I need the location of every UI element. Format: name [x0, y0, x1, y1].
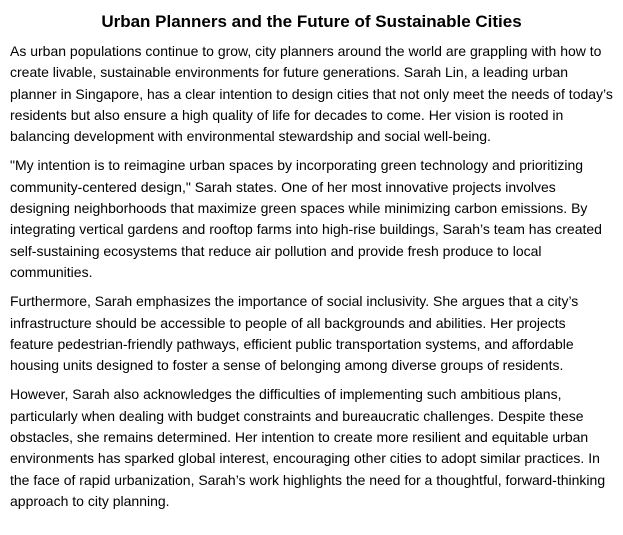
article-paragraph-quote-projects: "My intention is to reimagine urban spaces by incorporating green technology and prioritizing community-centered design," Sarah states. One of her most innovative projects involves designing neighborhoods that maximize green spaces while minimizing carbon emissions. By integrating vertical gardens and rooftop farms into high-rise buildings, Sarah’s team has created self-sustaining ecosystems that reduce air pollution and provide fresh produce to local communities. — [10, 157, 602, 280]
article-title: Urban Planners and the Future of Sustainable Cities — [101, 12, 522, 31]
article-paragraph-challenges-conclusion: However, Sarah also acknowledges the difficulties of implementing such ambitious plans, particularly when dealing with budget constraints and bureaucratic challenges. Despite these obstacles, she remains determined. Her intention to create more resilient and equitable urban environments has sparked global interest, encouraging other cities to adopt similar practices. In the face of rapid urbanization, Sarah’s work highlights the need for a thoughtful, forward-thinking approach to city planning. — [10, 386, 606, 509]
article-paragraph-intro: As urban populations continue to grow, city planners around the world are grappling with how to create livable, sustainable environments for future generations. Sarah Lin, a leading urban planner in Singapore, has a clear intention to design cities that not only meet the needs of today’s residents but also ensure a high quality of life for decades to come. Her vision is rooted in balancing development with environmental stewardship and social well-being. — [10, 43, 613, 145]
article-paragraph-inclusivity: Furthermore, Sarah emphasizes the importance of social inclusivity. She argues that a city’s infrastructure should be accessible to people of all backgrounds and abilities. Her projects feature pedestrian-friendly pathways, efficient public transportation systems, and affordable housing units designed to foster a sense of belonging among diverse groups of residents. — [10, 293, 579, 374]
